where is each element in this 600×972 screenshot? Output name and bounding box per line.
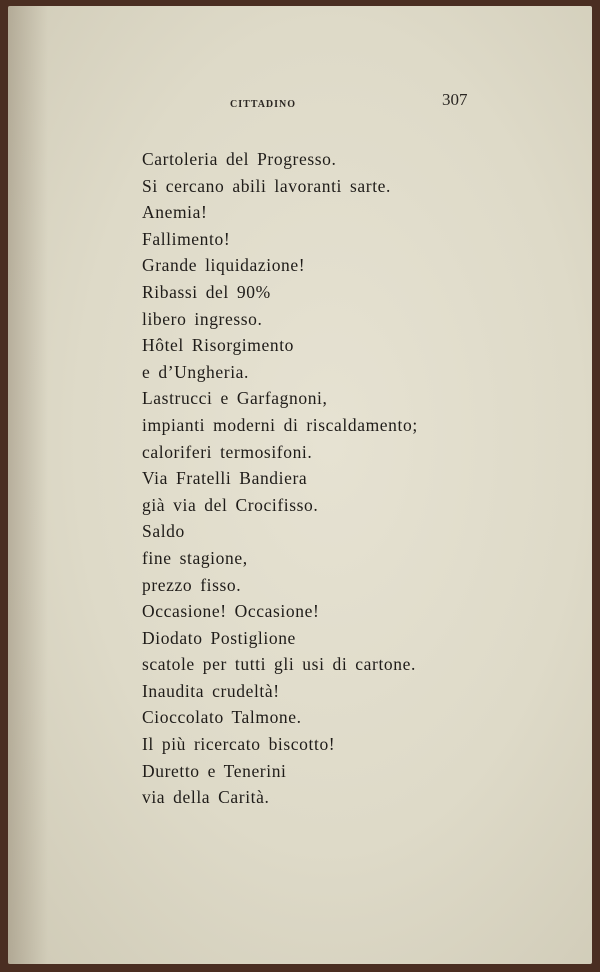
poem-line: Fallimento! <box>142 228 231 249</box>
page-header <box>0 90 600 116</box>
poem-line: Cartoleria del Progresso. <box>142 149 337 169</box>
poem-line: Anemia! <box>142 202 208 223</box>
poem-line: Via Fratelli Bandiera <box>142 468 308 489</box>
poem-line: Il più ricercato biscotto! <box>142 734 336 755</box>
spine-shadow <box>8 6 48 964</box>
poem-line: Lastrucci e Garfagnoni, <box>142 388 328 409</box>
poem-line: e d’Ungheria. <box>142 361 250 382</box>
poem-line: Grande liquidazione! <box>142 255 306 276</box>
poem-line: Si cercano abili lavoranti sarte. <box>142 175 392 196</box>
poem-line: Inaudita crudeltà! <box>142 680 280 701</box>
poem-line: Duretto e Tenerini <box>142 760 287 781</box>
poem-line: Diodato Postiglione <box>142 627 296 648</box>
poem-text <box>142 146 562 811</box>
poem-line: Ribassi del 90% <box>142 281 271 302</box>
poem-line: Cioccolato Talmone. <box>142 707 302 728</box>
poem-line: via della Carità. <box>142 787 270 808</box>
page-number: 307 <box>442 90 468 109</box>
poem-line: già via del Crocifisso. <box>142 494 319 515</box>
poem-line: impianti moderni di riscaldamento; <box>142 414 418 435</box>
poem-line: scatole per tutti gli usi di cartone. <box>142 654 416 675</box>
poem-line: Hôtel Risorgimento <box>142 335 295 356</box>
poem-line: caloriferi termosifoni. <box>142 441 313 462</box>
poem-line: prezzo fisso. <box>142 574 242 595</box>
poem-line: libero ingresso. <box>142 308 263 329</box>
poem-line: Occasione! Occasione! <box>142 601 320 622</box>
poem-line: fine stagione, <box>142 547 248 568</box>
running-head: CITTADINO <box>230 99 297 110</box>
poem-line: Saldo <box>142 521 185 542</box>
